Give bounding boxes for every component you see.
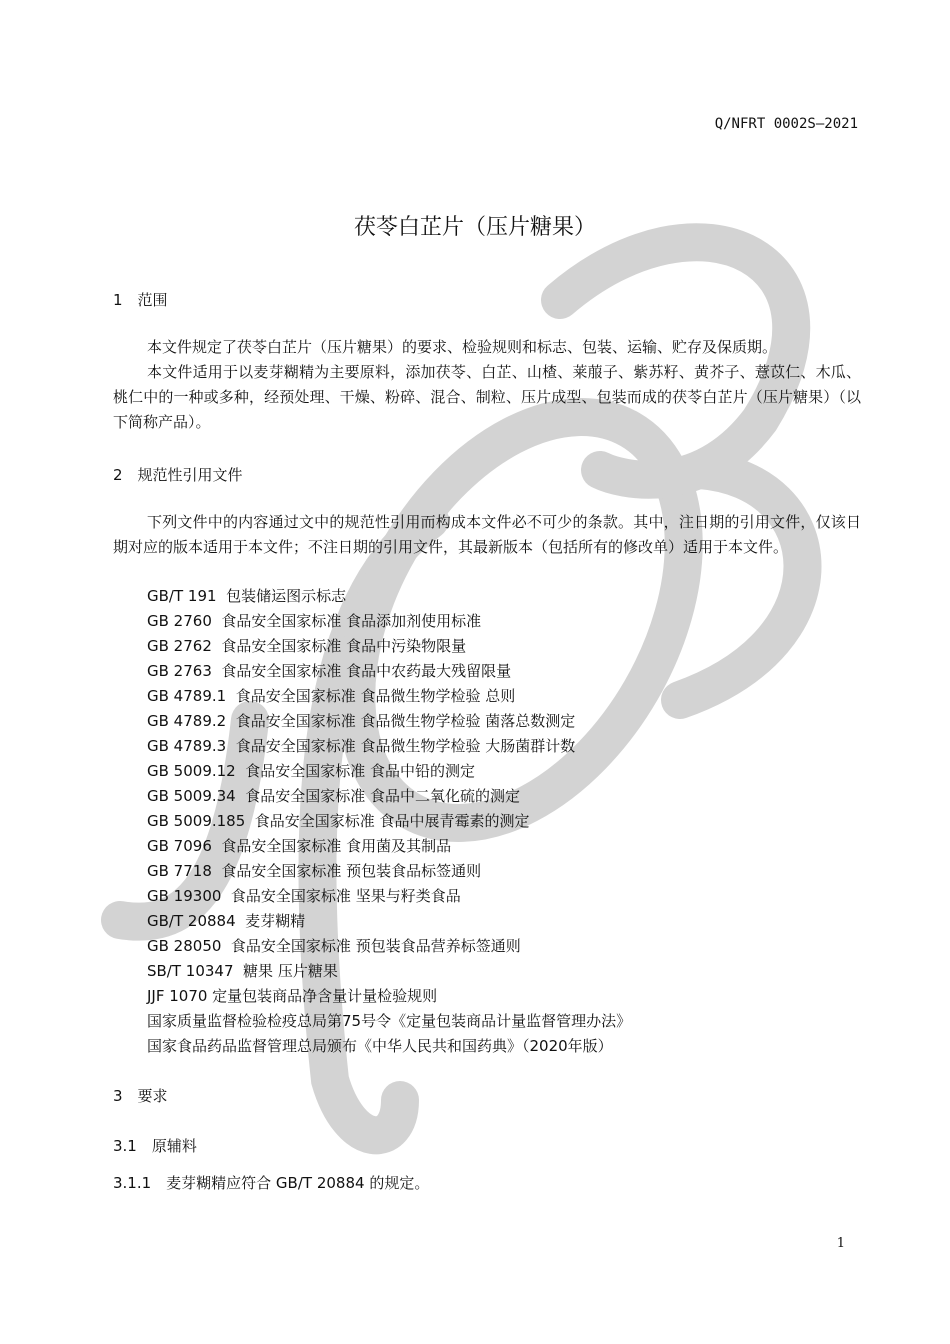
reference-item: GB 19300 食品安全国家标准 坚果与籽类食品 [147, 887, 461, 905]
reference-item: GB 7718 食品安全国家标准 预包装食品标签通则 [147, 862, 482, 880]
reference-item: JJF 1070 定量包装商品净含量计量检验规则 [147, 987, 438, 1005]
reference-item: GB 2760 食品安全国家标准 食品添加剂使用标准 [147, 612, 482, 630]
paragraph: 本文件规定了茯苓白芷片（压片糖果）的要求、检验规则和标志、包装、运输、贮存及保质期。 [147, 338, 778, 356]
paragraph: 本文件适用于以麦芽糊精为主要原料，添加茯苓、白芷、山楂、莱菔子、紫苏籽、黄芥子、薏苡仁、木瓜、桃仁中的一种或多种，经预处理、干燥、粉碎、混合、制粒、压片成型、包装而成的茯苓白芷片（压片糖果）（以下简称产品）。 [113, 363, 861, 431]
document-code: Q/NFRT 0002S—2021 [714, 116, 858, 132]
reference-item: GB 5009.185 食品安全国家标准 食品中展青霉素的测定 [147, 812, 530, 830]
reference-item: GB 2762 食品安全国家标准 食品中污染物限量 [147, 637, 467, 655]
reference-item: SB/T 10347 糖果 压片糖果 [147, 962, 338, 980]
reference-item: GB 2763 食品安全国家标准 食品中农药最大残留限量 [147, 662, 512, 680]
reference-item: GB/T 191 包装储运图示标志 [147, 587, 347, 605]
reference-item: GB 28050 食品安全国家标准 预包装食品营养标签通则 [147, 937, 521, 955]
clause-text: 3.1.1 麦芽糊精应符合 GB/T 20884 的规定。 [113, 1174, 430, 1192]
reference-item: GB 4789.1 食品安全国家标准 食品微生物学检验 总则 [147, 687, 516, 705]
page-number: 1 [836, 1236, 845, 1251]
reference-item: GB 5009.34 食品安全国家标准 食品中二氧化硫的测定 [147, 787, 521, 805]
document-title: 茯苓白芷片（压片糖果） [353, 215, 596, 240]
section-heading-references: 2 规范性引用文件 [113, 466, 243, 484]
subsection-heading: 3.1 原辅料 [113, 1137, 197, 1155]
reference-item: 国家食品药品监督管理总局颁布《中华人民共和国药典》（2020年版） [147, 1037, 613, 1055]
reference-list [147, 584, 631, 1059]
reference-item: GB 7096 食品安全国家标准 食用菌及其制品 [147, 837, 452, 855]
section-heading-requirements: 3 要求 [113, 1087, 168, 1105]
paragraph: 下列文件中的内容通过文中的规范性引用而构成本文件必不可少的条款。其中，注日期的引用文件，仅该日期对应的版本适用于本文件；不注日期的引用文件，其最新版本（包括所有的修改单）适用于本文件。 [113, 513, 861, 556]
reference-item: GB 4789.2 食品安全国家标准 食品微生物学检验 菌落总数测定 [147, 712, 576, 730]
reference-item: GB 4789.3 食品安全国家标准 食品微生物学检验 大肠菌群计数 [147, 737, 576, 755]
reference-item: GB/T 20884 麦芽糊精 [147, 912, 306, 930]
reference-item: 国家质量监督检验检疫总局第75号令《定量包装商品计量监督管理办法》 [147, 1012, 632, 1030]
reference-item: GB 5009.12 食品安全国家标准 食品中铅的测定 [147, 762, 476, 780]
section-heading-scope: 1 范围 [113, 291, 168, 309]
